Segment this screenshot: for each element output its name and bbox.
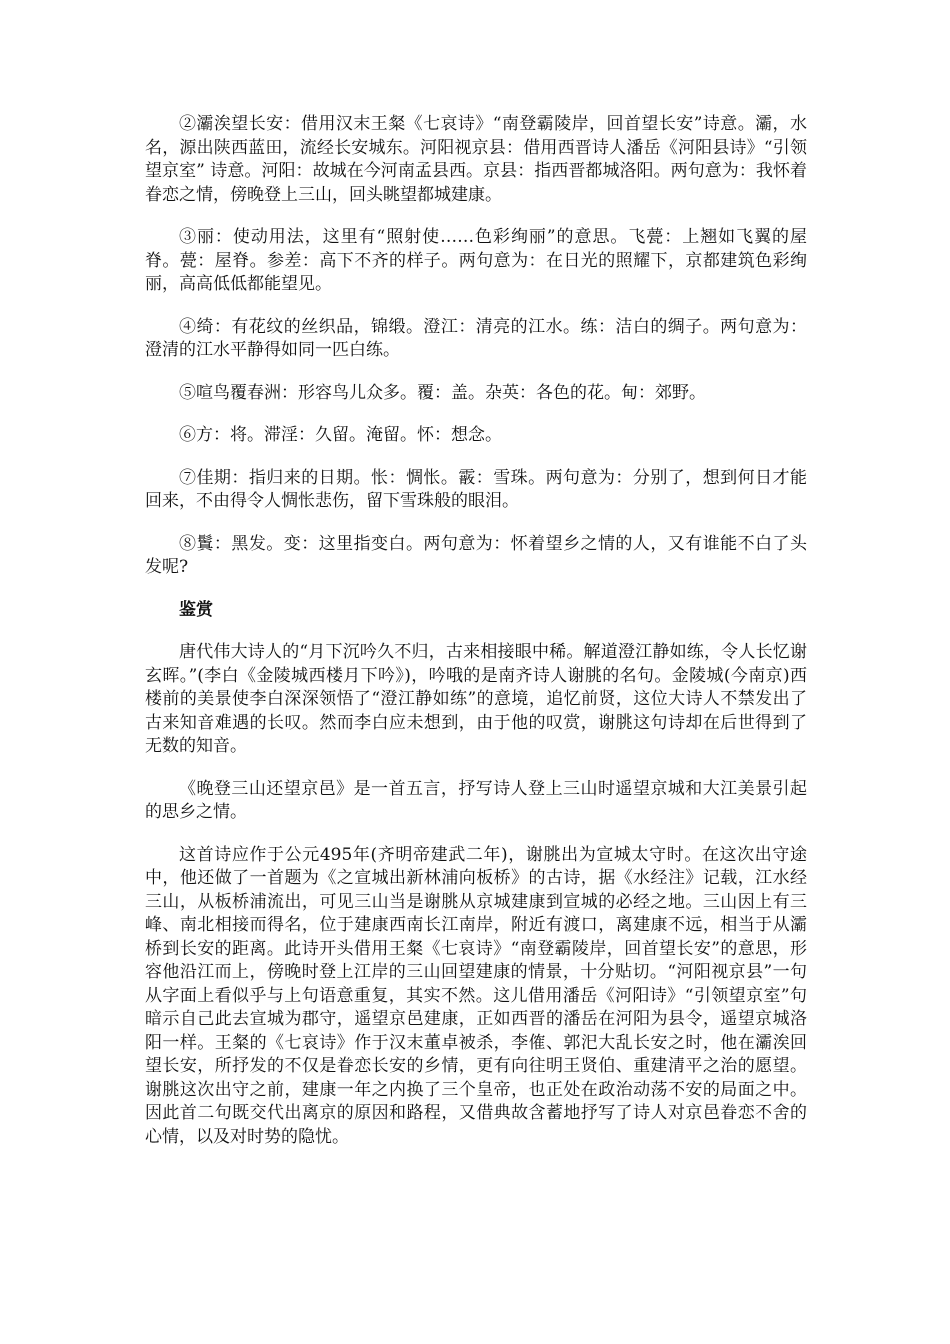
document-page bbox=[145, 113, 807, 1168]
appreciation-paragraph-1: 唐代伟大诗人的“月下沉吟久不归，古来相接眼中稀。解道澄江静如练，令人长忆谢玄晖。”(李白《金陵城西楼月下吟》)，吟哦的是南齐诗人谢朓的名句。金陵城(今南京)西楼前的美景使李白深深领悟了“澄江静如练”的意境，追忆前贤，这位大诗人不禁发出了古来知音难遇的长叹。然而李白应未想到，由于他的叹赏，谢朓这句诗却在后世得到了无数的知音。 bbox=[145, 642, 807, 756]
section-heading: 鉴赏 bbox=[179, 599, 213, 620]
note-6-paragraph: ⑥方：将。滞淫：久留。淹留。怀：想念。 bbox=[179, 425, 502, 445]
note-4-paragraph: ④绮：有花纹的丝织品，锦缎。澄江：清亮的江水。练：洁白的绸子。两句意为：澄清的江水平静得如同一匹白练。 bbox=[145, 316, 807, 360]
note-7-paragraph: ⑦佳期：指归来的日期。怅：惆怅。霰：雪珠。两句意为：分别了，想到何日才能回来，不由得令人惆怅悲伤，留下雪珠般的眼泪。 bbox=[145, 467, 807, 511]
appreciation-paragraph-2: 《晚登三山还望京邑》是一首五言，抒写诗人登上三山时遥望京城和大江美景引起的思乡之情。 bbox=[145, 778, 807, 822]
appreciation-paragraph-3: 这首诗应作于公元495年(齐明帝建武二年)，谢朓出为宣城太守时。在这次出守途中，他还做了一首题为《之宣城出新林浦向板桥》的古诗，据《水经注》记载，江水经三山，从板桥浦流出，可见三山当是谢朓从京城建康到宣城的必经之地。三山因上有三峰、南北相接而得名，位于建康西南长江南岸，附近有渡口，离建康不远，相当于从灞桥到长安的距离。此诗开头借用王粲《七哀诗》“南登霸陵岸，回首望长安”的意思，形容他沿江而上，傍晚时登上江岸的三山回望建康的情景，十分贴切。“河阳视京县”一句从字面上看似乎与上句语意重复，其实不然。这儿借用潘岳《河阳诗》“引领望京室”句暗示自己此去宣城为郡守，遥望京邑建康，正如西晋的潘岳在河阳为县令，遥望京城洛阳一样。王粲的《七哀诗》作于汉末董卓被杀，李傕、郭汜大乱长安之时，他在灞涘回望长安，所抒发的不仅是眷恋长安的乡情，更有向往明王贤伯、重建清平之治的愿望。谢朓这次出守之前，建康一年之内换了三个皇帝，也正处在政治动荡不安的局面之中。因此首二句既交代出离京的原因和路程，又借典故含蓄地抒写了诗人对京邑眷恋不舍的心情，以及对时势的隐忧。 bbox=[145, 844, 807, 1147]
note-2-paragraph: ②灞涘望长安：借用汉末王粲《七哀诗》“南登霸陵岸，回首望长安”诗意。灞，水名，源出陕西蓝田，流经长安城东。河阳视京县：借用西晋诗人潘岳《河阳县诗》“引领望京室” 诗意。河阳：故城在今河南孟县西。京县：指西晋都城洛阳。两句意为：我怀着眷恋之情，傍晚登上三山，回头眺望都城建康。 bbox=[145, 114, 807, 205]
note-3-paragraph: ③丽：使动用法，这里有“照射使……色彩绚丽”的意思。飞甍：上翘如飞翼的屋脊。甍：屋脊。参差：高下不齐的样子。两句意为：在日光的照耀下，京都建筑色彩绚丽，高高低低都能望见。 bbox=[145, 227, 807, 294]
note-5-paragraph: ⑤喧鸟覆春洲：形容鸟儿众多。覆：盖。杂英：各色的花。甸：郊野。 bbox=[179, 382, 706, 403]
note-8-paragraph: ⑧鬒：黑发。变：这里指变白。两句意为：怀着望乡之情的人，又有谁能不白了头发呢? bbox=[145, 533, 807, 577]
